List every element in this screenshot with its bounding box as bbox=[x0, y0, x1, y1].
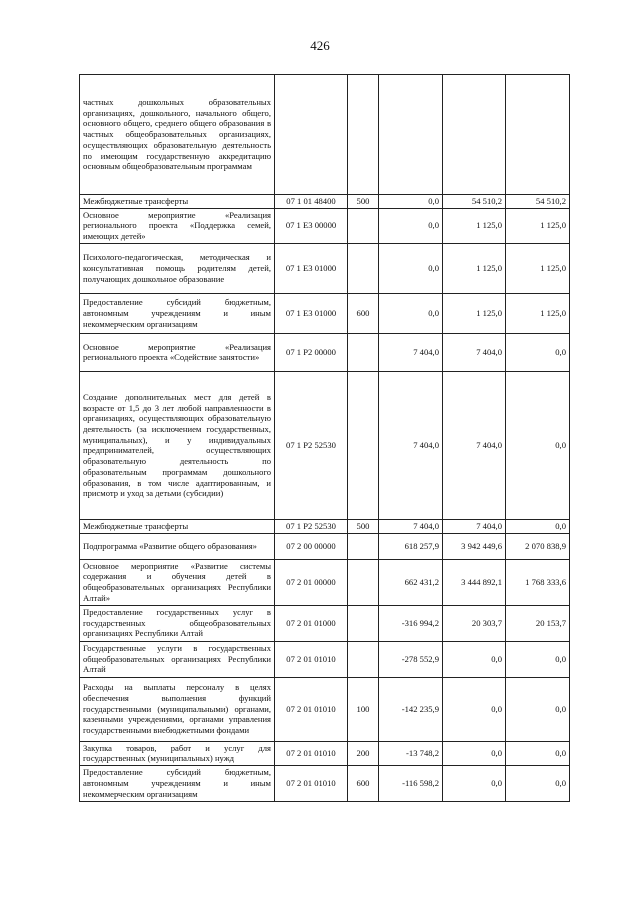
row-amount-2-cell: 20 303,7 bbox=[443, 605, 506, 641]
row-name-cell: Закупка товаров, работ и услуг для государственных (муниципальных) нужд bbox=[80, 741, 275, 765]
row-name-cell: Предоставление субсидий бюджетным, автономным учреждениям и иным некоммерческим организациям bbox=[80, 766, 275, 802]
row-expense-type-cell: 200 bbox=[348, 741, 379, 765]
row-code-cell: 07 2 01 01010 bbox=[275, 741, 348, 765]
row-amount-3-cell: 20 153,7 bbox=[506, 605, 570, 641]
row-amount-1-cell: 0,0 bbox=[379, 293, 443, 333]
table-row bbox=[80, 195, 570, 209]
table-row bbox=[80, 208, 570, 243]
row-amount-3-cell: 0,0 bbox=[506, 677, 570, 741]
row-expense-type-cell: 500 bbox=[348, 195, 379, 209]
row-amount-3-cell: 2 070 838,9 bbox=[506, 533, 570, 559]
row-name-cell: частных дошкольных образовательных организациях, дошкольного, начального общего, основного общего, среднего общего образования в частных общеобразовательных организациях, осуществляющих образовательную деятельность по имеющим государственную аккредитацию основным общеобразовательным программам bbox=[80, 75, 275, 195]
row-amount-3-cell: 0,0 bbox=[506, 741, 570, 765]
row-amount-1-cell: 0,0 bbox=[379, 208, 443, 243]
row-amount-1-cell: 7 404,0 bbox=[379, 371, 443, 519]
row-amount-3-cell: 0,0 bbox=[506, 371, 570, 519]
row-amount-2-cell: 3 942 449,6 bbox=[443, 533, 506, 559]
row-expense-type-cell bbox=[348, 641, 379, 677]
table-row bbox=[80, 75, 570, 195]
table-row bbox=[80, 741, 570, 765]
row-name-cell: Создание дополнительных мест для детей в возрасте от 1,5 до 3 лет любой направленности в организациях, осуществляющих образовательную деятельность (за исключением государственных, муниципальных), и у индивидуальных предпринимателей, осуществляющих образовательную деятельность по образовательным программам дошкольного образования, в том числе адаптированным, и присмотр и уход за детьми (субсидии) bbox=[80, 371, 275, 519]
row-name-cell: Основное мероприятие «Развитие системы содержания и обучения детей в общеобразовательных организациях Республики Алтай» bbox=[80, 559, 275, 605]
row-expense-type-cell: 600 bbox=[348, 293, 379, 333]
table-row bbox=[80, 559, 570, 605]
row-name-cell: Расходы на выплаты персоналу в целях обеспечения выполнения функций государственными (муниципальными) органами, казенными учреждениями, органами управления государственными внебюджетными фондами bbox=[80, 677, 275, 741]
row-amount-1-cell: -13 748,2 bbox=[379, 741, 443, 765]
row-amount-3-cell: 0,0 bbox=[506, 333, 570, 371]
row-name-cell: Основное мероприятие «Реализация регионального проекта «Поддержка семей, имеющих детей» bbox=[80, 208, 275, 243]
row-amount-2-cell: 1 125,0 bbox=[443, 208, 506, 243]
row-amount-1-cell: 662 431,2 bbox=[379, 559, 443, 605]
budget-table bbox=[79, 74, 570, 802]
row-amount-1-cell: 618 257,9 bbox=[379, 533, 443, 559]
row-expense-type-cell bbox=[348, 371, 379, 519]
row-amount-1-cell bbox=[379, 75, 443, 195]
row-amount-3-cell: 0,0 bbox=[506, 641, 570, 677]
table-row bbox=[80, 766, 570, 802]
row-code-cell: 07 1 Р2 00000 bbox=[275, 333, 348, 371]
row-expense-type-cell bbox=[348, 605, 379, 641]
row-code-cell: 07 2 00 00000 bbox=[275, 533, 348, 559]
row-expense-type-cell bbox=[348, 559, 379, 605]
row-code-cell: 07 1 Е3 01000 bbox=[275, 293, 348, 333]
row-code-cell bbox=[275, 75, 348, 195]
row-name-cell: Психолого-педагогическая, методическая и консультативная помощь родителям детей, получающих дошкольное образование bbox=[80, 243, 275, 293]
row-amount-1-cell: -142 235,9 bbox=[379, 677, 443, 741]
row-code-cell: 07 1 Е3 00000 bbox=[275, 208, 348, 243]
row-expense-type-cell bbox=[348, 533, 379, 559]
row-name-cell: Предоставление государственных услуг в государственных общеобразовательных организациях Республики Алтай bbox=[80, 605, 275, 641]
row-amount-1-cell: -316 994,2 bbox=[379, 605, 443, 641]
row-expense-type-cell: 100 bbox=[348, 677, 379, 741]
row-amount-3-cell bbox=[506, 75, 570, 195]
row-amount-1-cell: 7 404,0 bbox=[379, 519, 443, 533]
row-code-cell: 07 2 01 00000 bbox=[275, 559, 348, 605]
row-amount-3-cell: 1 125,0 bbox=[506, 293, 570, 333]
row-amount-2-cell: 1 125,0 bbox=[443, 243, 506, 293]
row-name-cell: Основное мероприятие «Реализация регионального проекта «Содействие занятости» bbox=[80, 333, 275, 371]
page-number: 426 bbox=[310, 38, 330, 53]
row-expense-type-cell: 500 bbox=[348, 519, 379, 533]
row-name-cell: Предоставление субсидий бюджетным, автономным учреждениям и иным некоммерческим организациям bbox=[80, 293, 275, 333]
row-amount-2-cell: 3 444 892,1 bbox=[443, 559, 506, 605]
table-row bbox=[80, 641, 570, 677]
row-name-cell: Государственные услуги в государственных общеобразовательных организациях Республики Алтай bbox=[80, 641, 275, 677]
row-amount-1-cell: -278 552,9 bbox=[379, 641, 443, 677]
row-code-cell: 07 1 Р2 52530 bbox=[275, 519, 348, 533]
row-amount-1-cell: -116 598,2 bbox=[379, 766, 443, 802]
row-name-cell: Межбюджетные трансферты bbox=[80, 519, 275, 533]
row-code-cell: 07 2 01 01010 bbox=[275, 641, 348, 677]
row-expense-type-cell bbox=[348, 243, 379, 293]
row-amount-2-cell: 54 510,2 bbox=[443, 195, 506, 209]
row-expense-type-cell: 600 bbox=[348, 766, 379, 802]
row-name-cell: Подпрограмма «Развитие общего образования» bbox=[80, 533, 275, 559]
row-code-cell: 07 1 Е3 01000 bbox=[275, 243, 348, 293]
row-amount-1-cell: 0,0 bbox=[379, 195, 443, 209]
row-code-cell: 07 2 01 01010 bbox=[275, 766, 348, 802]
budget-table-body bbox=[80, 75, 570, 802]
row-amount-1-cell: 0,0 bbox=[379, 243, 443, 293]
row-amount-2-cell: 7 404,0 bbox=[443, 371, 506, 519]
row-amount-3-cell: 1 125,0 bbox=[506, 243, 570, 293]
table-row bbox=[80, 605, 570, 641]
row-amount-1-cell: 7 404,0 bbox=[379, 333, 443, 371]
table-row bbox=[80, 293, 570, 333]
row-amount-2-cell: 0,0 bbox=[443, 677, 506, 741]
row-amount-3-cell: 0,0 bbox=[506, 519, 570, 533]
row-amount-3-cell: 54 510,2 bbox=[506, 195, 570, 209]
table-row bbox=[80, 533, 570, 559]
row-amount-2-cell: 7 404,0 bbox=[443, 519, 506, 533]
row-amount-2-cell: 0,0 bbox=[443, 641, 506, 677]
table-row bbox=[80, 243, 570, 293]
row-code-cell: 07 1 Р2 52530 bbox=[275, 371, 348, 519]
row-amount-2-cell bbox=[443, 75, 506, 195]
table-row bbox=[80, 371, 570, 519]
row-amount-2-cell: 0,0 bbox=[443, 741, 506, 765]
row-amount-3-cell: 1 768 333,6 bbox=[506, 559, 570, 605]
table-row bbox=[80, 519, 570, 533]
row-code-cell: 07 2 01 01000 bbox=[275, 605, 348, 641]
row-expense-type-cell bbox=[348, 333, 379, 371]
table-row bbox=[80, 333, 570, 371]
row-amount-2-cell: 0,0 bbox=[443, 766, 506, 802]
row-amount-3-cell: 0,0 bbox=[506, 766, 570, 802]
row-name-cell: Межбюджетные трансферты bbox=[80, 195, 275, 209]
row-expense-type-cell bbox=[348, 208, 379, 243]
row-code-cell: 07 2 01 01010 bbox=[275, 677, 348, 741]
row-code-cell: 07 1 01 48400 bbox=[275, 195, 348, 209]
row-amount-2-cell: 1 125,0 bbox=[443, 293, 506, 333]
row-amount-3-cell: 1 125,0 bbox=[506, 208, 570, 243]
table-row bbox=[80, 677, 570, 741]
row-expense-type-cell bbox=[348, 75, 379, 195]
row-amount-2-cell: 7 404,0 bbox=[443, 333, 506, 371]
